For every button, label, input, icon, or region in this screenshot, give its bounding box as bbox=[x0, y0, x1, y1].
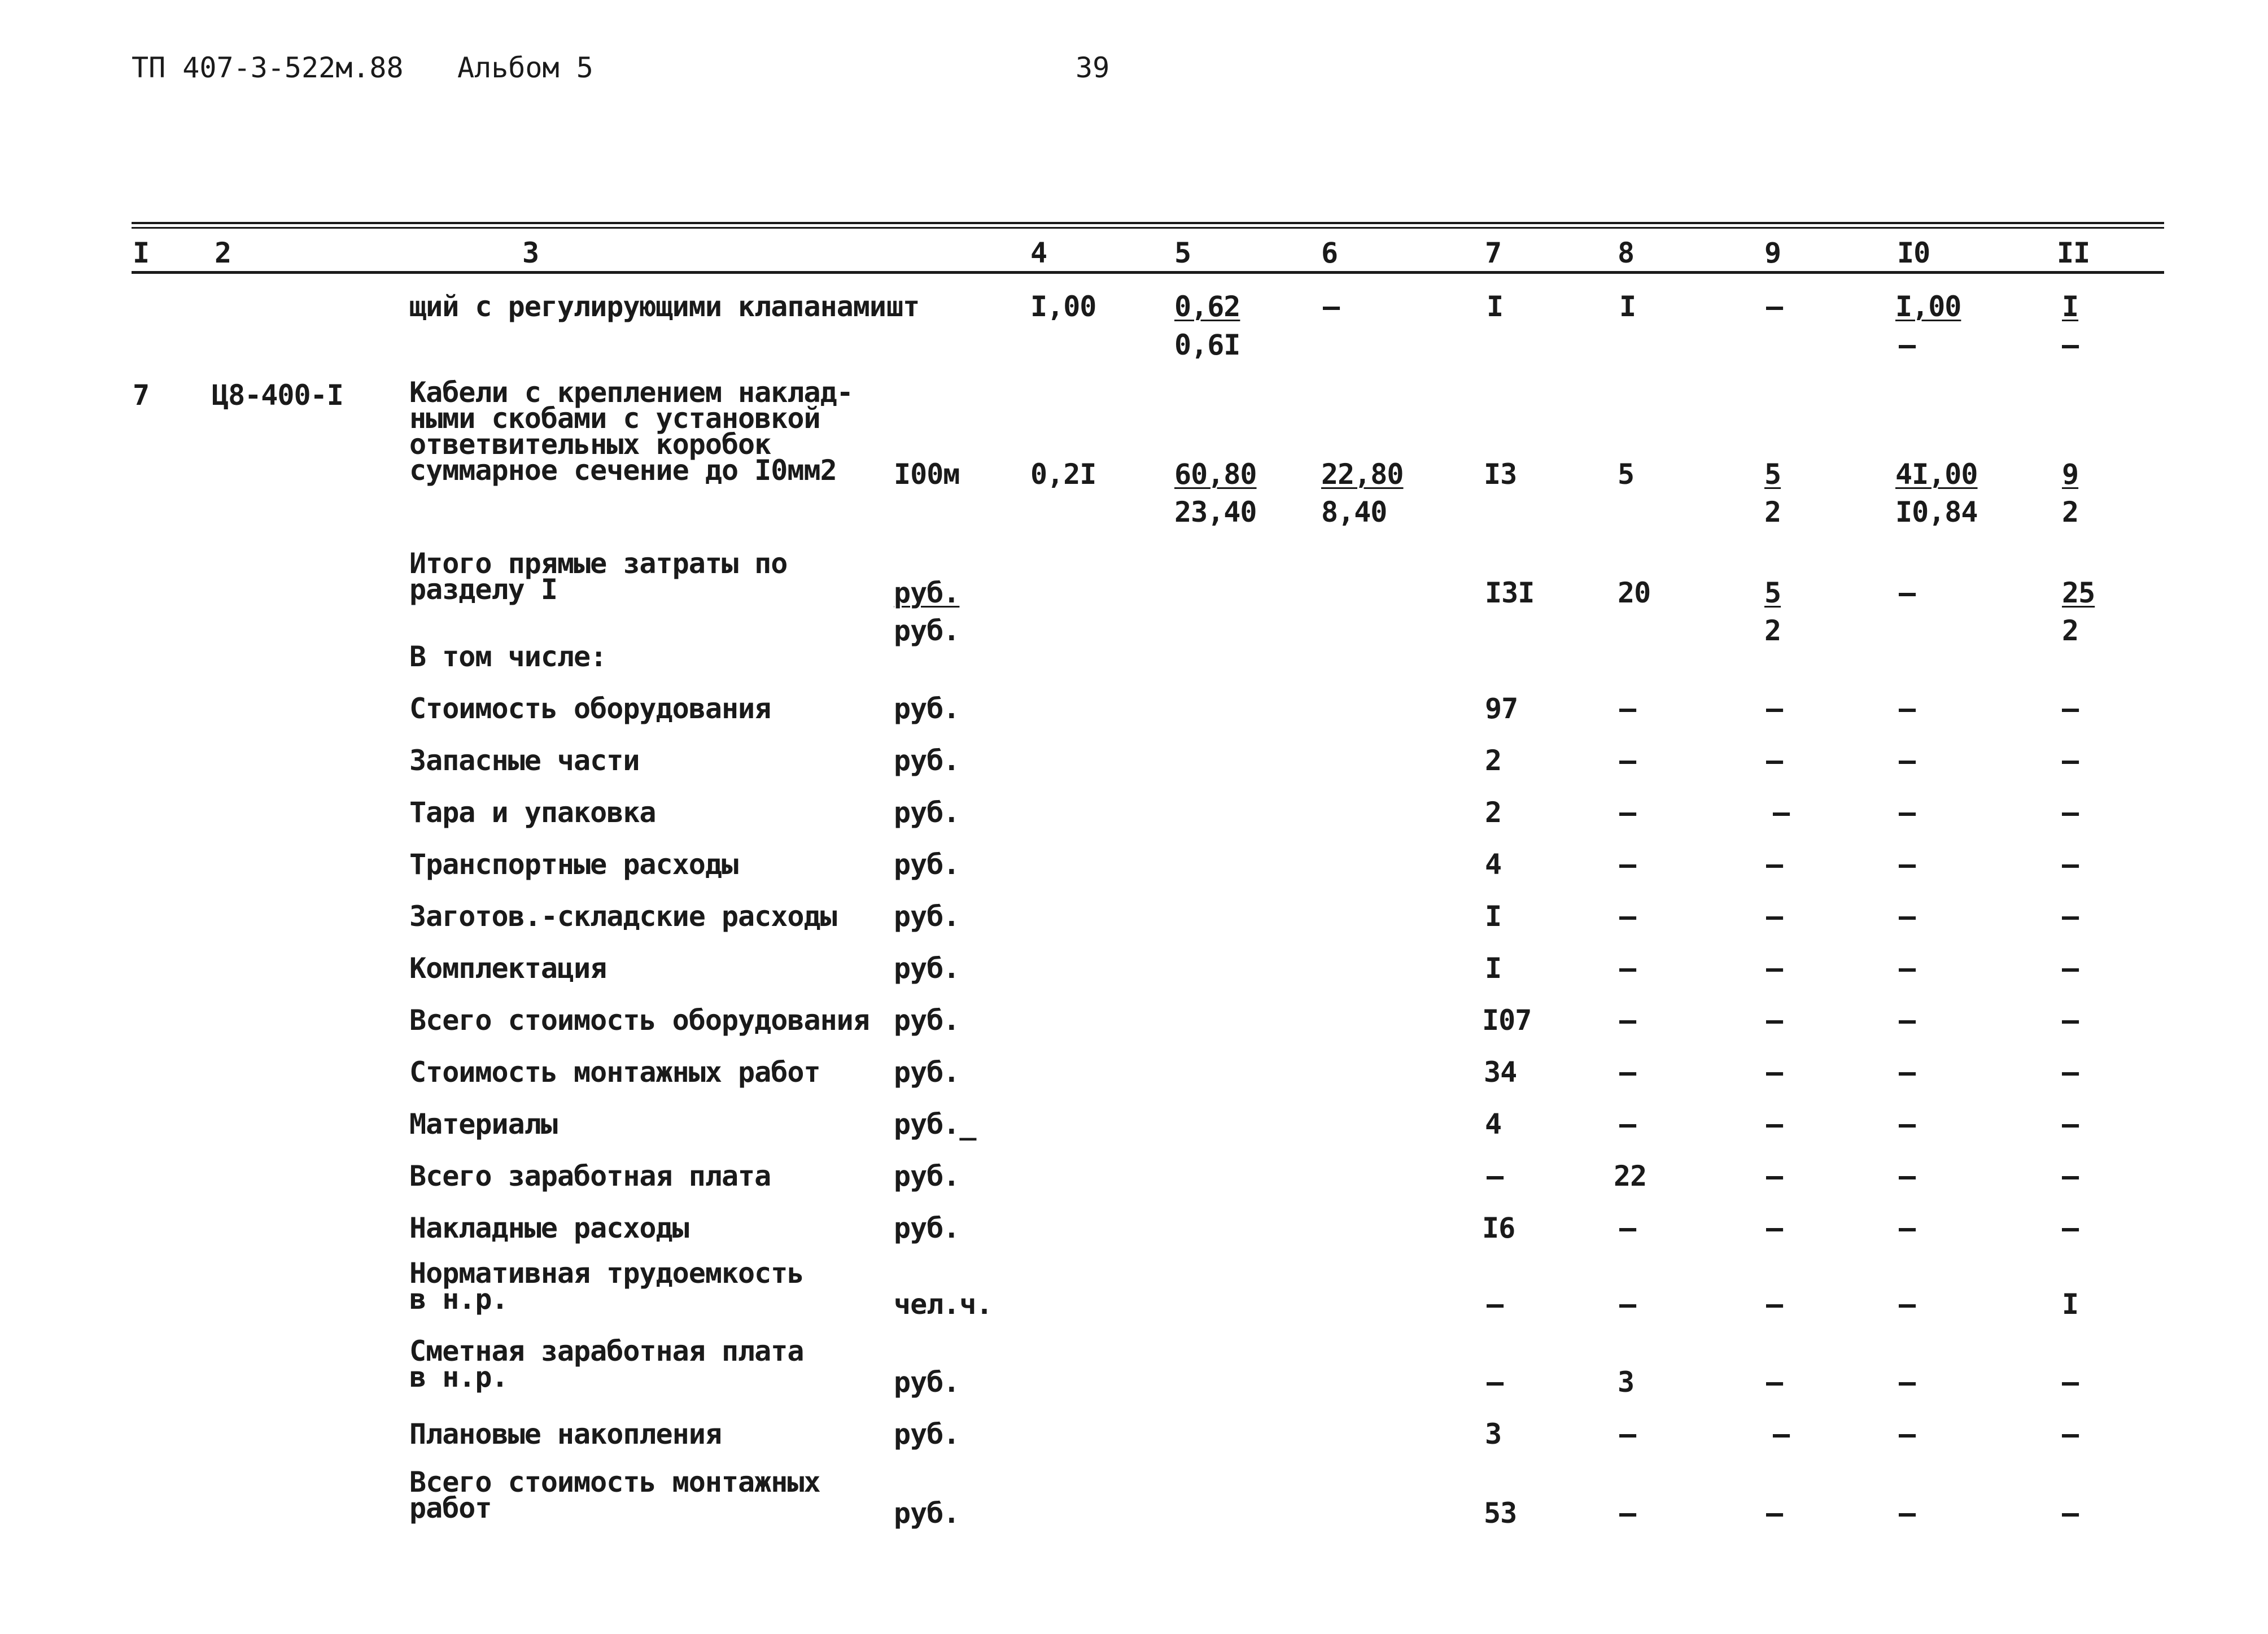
row-c9: – bbox=[1766, 1056, 1783, 1089]
row-c8: – bbox=[1619, 1004, 1636, 1037]
row-c11-bot: – bbox=[2062, 329, 2079, 361]
row-name-line-2: в н.р. bbox=[409, 1283, 508, 1316]
row-c10-bot: I0,84 bbox=[1895, 496, 1978, 528]
row-c11: I bbox=[2062, 1288, 2079, 1321]
row-c7: 4 bbox=[1485, 848, 1502, 881]
row-c10: – bbox=[1899, 1056, 1916, 1089]
row-name: Тара и упаковка bbox=[409, 796, 656, 829]
row-c5-bot: 0,6I bbox=[1174, 329, 1240, 361]
row-c8: – bbox=[1619, 796, 1636, 829]
row-c11: – bbox=[2062, 796, 2079, 829]
row-c9: – bbox=[1766, 290, 1783, 323]
row-c11-top: 9 bbox=[2062, 458, 2079, 491]
row-code: Ц8-400-I bbox=[212, 379, 343, 412]
row-c8: – bbox=[1619, 900, 1636, 933]
row-c7: 53 bbox=[1484, 1497, 1517, 1530]
row-c11: – bbox=[2062, 848, 2079, 881]
including-label: В том числе: bbox=[409, 640, 607, 673]
row-c10: – bbox=[1899, 1160, 1916, 1192]
row-c10: – bbox=[1899, 848, 1916, 881]
row-c11: – bbox=[2062, 952, 2079, 985]
album-label: Альбом 5 bbox=[457, 51, 593, 84]
row-unit: руб. bbox=[894, 900, 960, 933]
col-header-2: 2 bbox=[215, 237, 231, 269]
table-top-rule-inner bbox=[132, 227, 2164, 229]
row-c9: – bbox=[1766, 1108, 1783, 1141]
row-c10: – bbox=[1899, 900, 1916, 933]
row-c10-bot: – bbox=[1899, 329, 1916, 361]
row-c10: – bbox=[1899, 1288, 1916, 1321]
row-c11: – bbox=[2062, 1418, 2079, 1450]
col-header-5: 5 bbox=[1174, 237, 1191, 269]
row-c9: – bbox=[1773, 1418, 1790, 1450]
row-c7: I bbox=[1485, 900, 1502, 933]
row-c7: 3 bbox=[1485, 1418, 1502, 1450]
row-c7: 34 bbox=[1484, 1056, 1517, 1089]
row-c11: – bbox=[2062, 1497, 2079, 1530]
row-c7: I3 bbox=[1484, 458, 1517, 491]
row-name-line-1: Нормативная трудоемкость bbox=[409, 1257, 804, 1290]
row-name: Накладные расходы bbox=[409, 1212, 689, 1244]
row-c8: – bbox=[1619, 1212, 1636, 1244]
row-c9: – bbox=[1766, 848, 1783, 881]
row-c10: – bbox=[1899, 952, 1916, 985]
row-unit: руб. bbox=[894, 692, 960, 725]
row-c9: – bbox=[1766, 952, 1783, 985]
row-unit: руб. bbox=[894, 1160, 960, 1192]
table-header-rule bbox=[132, 271, 2164, 274]
row-unit: I00м bbox=[894, 458, 960, 491]
row-unit: руб. bbox=[894, 952, 960, 985]
row-name-line-1: Кабели с креплением наклад- bbox=[409, 376, 853, 409]
row-name-line-3: ответвительных коробок bbox=[409, 428, 771, 461]
row-c9-bot: 2 bbox=[1764, 614, 1781, 647]
row-c8: – bbox=[1619, 692, 1636, 725]
row-unit-bot: руб. bbox=[894, 614, 960, 647]
document-code: ТП 407-3-522м.88 bbox=[132, 51, 404, 84]
page-number: 39 bbox=[1076, 51, 1110, 84]
row-name-line-4: суммарное сечение до I0мм2 bbox=[409, 454, 837, 487]
row-unit: чел.ч. bbox=[894, 1288, 993, 1321]
row-name: Стоимость оборудования bbox=[409, 692, 771, 725]
row-c7: I bbox=[1487, 290, 1504, 323]
col-header-10: I0 bbox=[1897, 237, 1930, 269]
row-c11: – bbox=[2062, 1212, 2079, 1244]
row-name: Материалы bbox=[409, 1108, 557, 1141]
row-unit: руб._ bbox=[894, 1108, 976, 1141]
row-qty: I,00 bbox=[1030, 290, 1096, 323]
row-c10: – bbox=[1899, 576, 1916, 609]
row-c7: 2 bbox=[1485, 796, 1502, 829]
row-c7: 2 bbox=[1485, 744, 1502, 777]
table-top-rule bbox=[132, 222, 2164, 224]
row-c9: – bbox=[1766, 1497, 1783, 1530]
row-c11: – bbox=[2062, 1160, 2079, 1192]
row-c11: – bbox=[2062, 900, 2079, 933]
row-c11: – bbox=[2062, 1366, 2079, 1399]
row-c11: – bbox=[2062, 692, 2079, 725]
row-c10: – bbox=[1899, 1212, 1916, 1244]
row-c5-bot: 23,40 bbox=[1174, 496, 1257, 528]
row-c9: – bbox=[1766, 1366, 1783, 1399]
row-name-line-2: в н.р. bbox=[409, 1361, 508, 1393]
row-unit: руб. bbox=[894, 1212, 960, 1244]
row-unit: руб. bbox=[894, 1497, 960, 1530]
row-name-line-2: разделу I bbox=[409, 573, 557, 606]
row-name-line-2: работ bbox=[409, 1492, 492, 1524]
row-c7: – bbox=[1487, 1288, 1504, 1321]
row-unit: руб. bbox=[894, 744, 960, 777]
row-c8: – bbox=[1619, 1497, 1636, 1530]
row-c7: – bbox=[1487, 1366, 1504, 1399]
row-name: щий с регулирующими клапанами bbox=[409, 290, 886, 323]
row-c10: – bbox=[1899, 796, 1916, 829]
col-header-4: 4 bbox=[1030, 237, 1047, 269]
row-c8: – bbox=[1619, 952, 1636, 985]
row-c9-bot: 2 bbox=[1764, 496, 1781, 528]
row-name: Всего стоимость оборудования bbox=[409, 1004, 869, 1037]
row-c7: I bbox=[1485, 952, 1502, 985]
row-c9: – bbox=[1766, 1212, 1783, 1244]
row-c9-top: 5 bbox=[1764, 458, 1781, 491]
row-name: Заготов.-складские расходы bbox=[409, 900, 837, 933]
row-c10: – bbox=[1899, 1418, 1916, 1450]
row-name-line-1: Итого прямые затраты по bbox=[409, 547, 788, 580]
row-unit: руб. bbox=[894, 1366, 960, 1399]
row-unit: руб. bbox=[894, 1056, 960, 1089]
row-name: Всего заработная плата bbox=[409, 1160, 771, 1192]
row-c9: – bbox=[1766, 744, 1783, 777]
row-c10: – bbox=[1899, 1108, 1916, 1141]
row-c8: – bbox=[1619, 848, 1636, 881]
row-c8: – bbox=[1619, 1288, 1636, 1321]
row-c11-top: 25 bbox=[2062, 576, 2095, 609]
col-header-7: 7 bbox=[1485, 237, 1502, 269]
row-c7: 4 bbox=[1485, 1108, 1502, 1141]
row-c8: 5 bbox=[1618, 458, 1635, 491]
row-c10: – bbox=[1899, 1004, 1916, 1037]
row-c6-top: 22,80 bbox=[1321, 458, 1404, 491]
row-c10-top: I,00 bbox=[1895, 290, 1961, 323]
row-name-line-1: Всего стоимость монтажных bbox=[409, 1466, 820, 1498]
row-c9: – bbox=[1766, 1160, 1783, 1192]
row-unit: шт bbox=[886, 290, 920, 323]
row-c10: – bbox=[1899, 1366, 1916, 1399]
row-c8: I bbox=[1619, 290, 1636, 323]
col-header-6: 6 bbox=[1321, 237, 1338, 269]
row-c7: I07 bbox=[1482, 1004, 1532, 1037]
row-c11: – bbox=[2062, 1004, 2079, 1037]
row-c8: 22 bbox=[1614, 1160, 1647, 1192]
col-header-8: 8 bbox=[1618, 237, 1635, 269]
row-c10-top: 4I,00 bbox=[1895, 458, 1978, 491]
row-c8: 20 bbox=[1618, 576, 1651, 609]
col-header-9: 9 bbox=[1764, 237, 1781, 269]
row-unit: руб. bbox=[894, 1418, 960, 1450]
row-c8: – bbox=[1619, 744, 1636, 777]
col-header-11: II bbox=[2057, 237, 2090, 269]
row-c11: – bbox=[2062, 1108, 2079, 1141]
row-name-line-2: ными скобами с установкой bbox=[409, 402, 820, 435]
row-name: Комплектация bbox=[409, 952, 607, 985]
row-c10: – bbox=[1899, 692, 1916, 725]
row-c9-top: 5 bbox=[1764, 576, 1781, 609]
row-c9: – bbox=[1766, 1004, 1783, 1037]
row-c5-top: 60,80 bbox=[1174, 458, 1257, 491]
row-c11: – bbox=[2062, 1056, 2079, 1089]
row-unit: руб. bbox=[894, 796, 960, 829]
row-c10: – bbox=[1899, 744, 1916, 777]
row-number: 7 bbox=[133, 379, 150, 412]
row-c7: – bbox=[1487, 1160, 1504, 1192]
row-c7: 97 bbox=[1485, 692, 1518, 725]
row-c9: – bbox=[1773, 796, 1790, 829]
row-c10: – bbox=[1899, 1497, 1916, 1530]
row-c5-top: 0,62 bbox=[1174, 290, 1240, 323]
row-unit: руб. bbox=[894, 1004, 960, 1037]
row-c8: 3 bbox=[1618, 1366, 1635, 1399]
row-name: Запасные части bbox=[409, 744, 640, 777]
row-c11-top: I bbox=[2062, 290, 2079, 323]
row-c11: – bbox=[2062, 744, 2079, 777]
row-unit: руб. bbox=[894, 848, 960, 881]
row-c8: – bbox=[1619, 1056, 1636, 1089]
col-header-3: 3 bbox=[522, 237, 539, 269]
row-c11-bot: 2 bbox=[2062, 496, 2079, 528]
row-name: Плановые накопления bbox=[409, 1418, 722, 1450]
row-c8: – bbox=[1619, 1418, 1636, 1450]
row-c7: I3I bbox=[1485, 576, 1535, 609]
row-name-line-1: Сметная заработная плата bbox=[409, 1335, 804, 1368]
row-unit-top: руб. bbox=[894, 576, 960, 609]
row-c9: – bbox=[1766, 1288, 1783, 1321]
row-c11-bot: 2 bbox=[2062, 614, 2079, 647]
col-header-1: I bbox=[133, 237, 150, 269]
row-c9: – bbox=[1766, 692, 1783, 725]
row-name: Стоимость монтажных работ bbox=[409, 1056, 820, 1089]
row-qty: 0,2I bbox=[1030, 458, 1096, 491]
row-c8: – bbox=[1619, 1108, 1636, 1141]
row-c9: – bbox=[1766, 900, 1783, 933]
row-c7: I6 bbox=[1482, 1212, 1515, 1244]
row-name: Транспортные расходы bbox=[409, 848, 738, 881]
row-c6-bot: 8,40 bbox=[1321, 496, 1387, 528]
row-c6: – bbox=[1323, 290, 1340, 323]
